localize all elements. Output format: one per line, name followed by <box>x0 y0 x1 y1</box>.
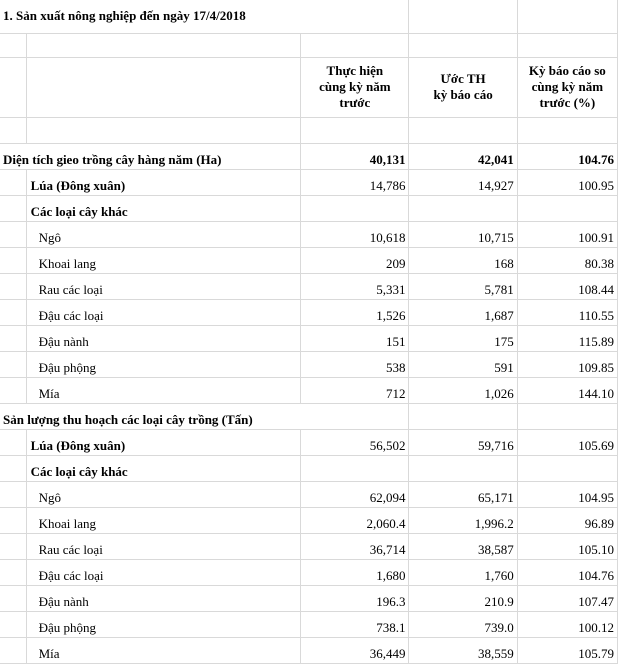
value-cell[interactable]: 738.1 <box>301 611 409 637</box>
cell[interactable] <box>0 455 26 481</box>
sheet-title[interactable]: 1. Sản xuất nông nghiệp đến ngày 17/4/2018 <box>0 0 409 33</box>
value-cell[interactable]: 62,094 <box>301 481 409 507</box>
value-cell[interactable]: 209 <box>301 247 409 273</box>
value-cell[interactable]: 14,786 <box>301 169 409 195</box>
row-label[interactable]: Các loại cây khác <box>26 455 301 481</box>
header-line: Kỳ báo cáo so <box>528 63 606 78</box>
title-row <box>0 0 618 33</box>
value-cell[interactable]: 712 <box>301 377 409 403</box>
row-label[interactable]: Mía <box>26 377 301 403</box>
table-row <box>0 195 618 221</box>
cell[interactable] <box>0 33 26 57</box>
cell[interactable] <box>0 247 26 273</box>
cell[interactable] <box>517 195 617 221</box>
table-row <box>0 481 618 507</box>
cell[interactable] <box>0 637 26 663</box>
value-cell[interactable]: 591 <box>409 351 517 377</box>
table-row <box>0 507 618 533</box>
value-cell[interactable]: 36,449 <box>301 637 409 663</box>
value-cell[interactable]: 115.89 <box>517 325 617 351</box>
cell[interactable] <box>0 429 26 455</box>
value-cell[interactable]: 56,502 <box>301 429 409 455</box>
value-cell[interactable]: 1,026 <box>409 377 517 403</box>
row-label[interactable]: Khoai lang <box>26 507 301 533</box>
cell[interactable] <box>0 481 26 507</box>
table-row <box>0 325 618 351</box>
cell[interactable] <box>26 57 301 117</box>
value-cell[interactable]: 104.76 <box>517 559 617 585</box>
table-row <box>0 585 618 611</box>
value-cell[interactable]: 10,618 <box>301 221 409 247</box>
value-cell[interactable]: 96.89 <box>517 507 617 533</box>
value-cell[interactable]: 1,996.2 <box>409 507 517 533</box>
header-line: cùng kỳ năm <box>319 79 391 94</box>
cell[interactable] <box>0 221 26 247</box>
cell[interactable] <box>0 585 26 611</box>
value-cell[interactable]: 109.85 <box>517 351 617 377</box>
value-cell[interactable]: 38,587 <box>409 533 517 559</box>
header-line: Ước TH <box>440 71 486 86</box>
table-row <box>0 637 618 663</box>
table-row <box>0 455 618 481</box>
value-cell[interactable]: 42,041 <box>409 143 517 169</box>
cell[interactable] <box>517 33 617 57</box>
cell[interactable] <box>409 455 517 481</box>
section-row-output <box>0 403 618 429</box>
row-label[interactable]: Đậu nành <box>26 585 301 611</box>
value-cell[interactable]: 168 <box>409 247 517 273</box>
row-label[interactable]: Các loại cây khác <box>26 195 301 221</box>
row-label[interactable]: Khoai lang <box>26 247 301 273</box>
cell[interactable] <box>409 0 517 33</box>
value-cell[interactable]: 1,680 <box>301 559 409 585</box>
cell[interactable] <box>0 117 26 143</box>
cell[interactable] <box>301 33 409 57</box>
value-cell[interactable]: 105.10 <box>517 533 617 559</box>
value-cell[interactable]: 110.55 <box>517 299 617 325</box>
table-row <box>0 169 618 195</box>
value-cell[interactable]: 5,781 <box>409 273 517 299</box>
section-row-area <box>0 143 618 169</box>
cell[interactable] <box>517 0 617 33</box>
value-cell[interactable]: 1,687 <box>409 299 517 325</box>
section-label[interactable]: Sản lượng thu hoạch các loại cây trồng (Tấn) <box>0 403 409 429</box>
cell[interactable] <box>0 377 26 403</box>
value-cell[interactable]: 36,714 <box>301 533 409 559</box>
cell[interactable] <box>0 195 26 221</box>
cell[interactable] <box>0 325 26 351</box>
header-row <box>0 57 618 117</box>
row-label[interactable]: Đậu các loại <box>26 559 301 585</box>
table-row <box>0 559 618 585</box>
cell[interactable] <box>409 117 517 143</box>
row-label[interactable]: Ngô <box>26 221 301 247</box>
row-label[interactable]: Rau các loại <box>26 533 301 559</box>
header-line: trước (%) <box>539 95 596 110</box>
cell[interactable] <box>517 117 617 143</box>
header-line: trước <box>339 95 371 110</box>
value-cell[interactable]: 538 <box>301 351 409 377</box>
table-row <box>0 247 618 273</box>
row-label[interactable]: Mía <box>26 637 301 663</box>
value-cell[interactable]: 100.95 <box>517 169 617 195</box>
row-label[interactable]: Đậu các loại <box>26 299 301 325</box>
header-line: kỳ báo cáo <box>433 87 493 102</box>
row-label[interactable]: Ngô <box>26 481 301 507</box>
value-cell[interactable]: 5,331 <box>301 273 409 299</box>
cell[interactable] <box>26 117 301 143</box>
value-cell[interactable]: 739.0 <box>409 611 517 637</box>
row-label[interactable]: Lúa (Đông xuân) <box>26 169 301 195</box>
header-line: Thực hiện <box>326 63 384 78</box>
value-cell[interactable]: 40,131 <box>301 143 409 169</box>
value-cell[interactable]: 65,171 <box>409 481 517 507</box>
cell[interactable] <box>0 169 26 195</box>
value-cell[interactable]: 38,559 <box>409 637 517 663</box>
cell[interactable] <box>0 273 26 299</box>
cell[interactable] <box>301 117 409 143</box>
table-row <box>0 611 618 637</box>
table-row <box>0 429 618 455</box>
section-label[interactable]: Diện tích gieo trồng cây hàng năm (Ha) <box>0 143 301 169</box>
blank-row <box>0 33 618 57</box>
col-header-prior-year[interactable] <box>301 57 409 117</box>
value-cell[interactable]: 175 <box>409 325 517 351</box>
cell[interactable] <box>26 33 301 57</box>
cell[interactable] <box>0 559 26 585</box>
cell[interactable] <box>409 195 517 221</box>
value-cell[interactable]: 59,716 <box>409 429 517 455</box>
value-cell[interactable]: 151 <box>301 325 409 351</box>
col-header-ratio[interactable] <box>517 57 617 117</box>
cell[interactable] <box>0 57 26 117</box>
value-cell[interactable]: 104.95 <box>517 481 617 507</box>
table-row <box>0 533 618 559</box>
value-cell[interactable]: 100.91 <box>517 221 617 247</box>
row-label[interactable]: Đậu nành <box>26 325 301 351</box>
col-header-estimate[interactable] <box>409 57 517 117</box>
value-cell[interactable]: 144.10 <box>517 377 617 403</box>
blank-row <box>0 117 618 143</box>
value-cell[interactable]: 107.47 <box>517 585 617 611</box>
value-cell[interactable]: 104.76 <box>517 143 617 169</box>
value-cell[interactable]: 1,526 <box>301 299 409 325</box>
value-cell[interactable]: 100.12 <box>517 611 617 637</box>
value-cell[interactable]: 105.69 <box>517 429 617 455</box>
cell[interactable] <box>409 403 517 429</box>
row-label[interactable]: Đậu phộng <box>26 351 301 377</box>
cell[interactable] <box>0 351 26 377</box>
value-cell[interactable]: 80.38 <box>517 247 617 273</box>
cell[interactable] <box>0 611 26 637</box>
table-row <box>0 299 618 325</box>
cell[interactable] <box>517 403 617 429</box>
row-label[interactable]: Rau các loại <box>26 273 301 299</box>
table-row <box>0 221 618 247</box>
cell[interactable] <box>0 533 26 559</box>
value-cell[interactable]: 105.79 <box>517 637 617 663</box>
value-cell[interactable]: 210.9 <box>409 585 517 611</box>
row-label[interactable]: Đậu phộng <box>26 611 301 637</box>
row-label[interactable]: Lúa (Đông xuân) <box>26 429 301 455</box>
value-cell[interactable]: 2,060.4 <box>301 507 409 533</box>
header-line: cùng kỳ năm <box>531 79 604 94</box>
cell[interactable] <box>0 299 26 325</box>
table-row <box>0 273 618 299</box>
cell[interactable] <box>301 195 409 221</box>
cell[interactable] <box>0 507 26 533</box>
table-row <box>0 377 618 403</box>
cell[interactable] <box>517 455 617 481</box>
cell[interactable] <box>301 455 409 481</box>
value-cell[interactable]: 1,760 <box>409 559 517 585</box>
cell[interactable] <box>409 33 517 57</box>
table-row <box>0 351 618 377</box>
value-cell[interactable]: 196.3 <box>301 585 409 611</box>
value-cell[interactable]: 14,927 <box>409 169 517 195</box>
value-cell[interactable]: 108.44 <box>517 273 617 299</box>
value-cell[interactable]: 10,715 <box>409 221 517 247</box>
